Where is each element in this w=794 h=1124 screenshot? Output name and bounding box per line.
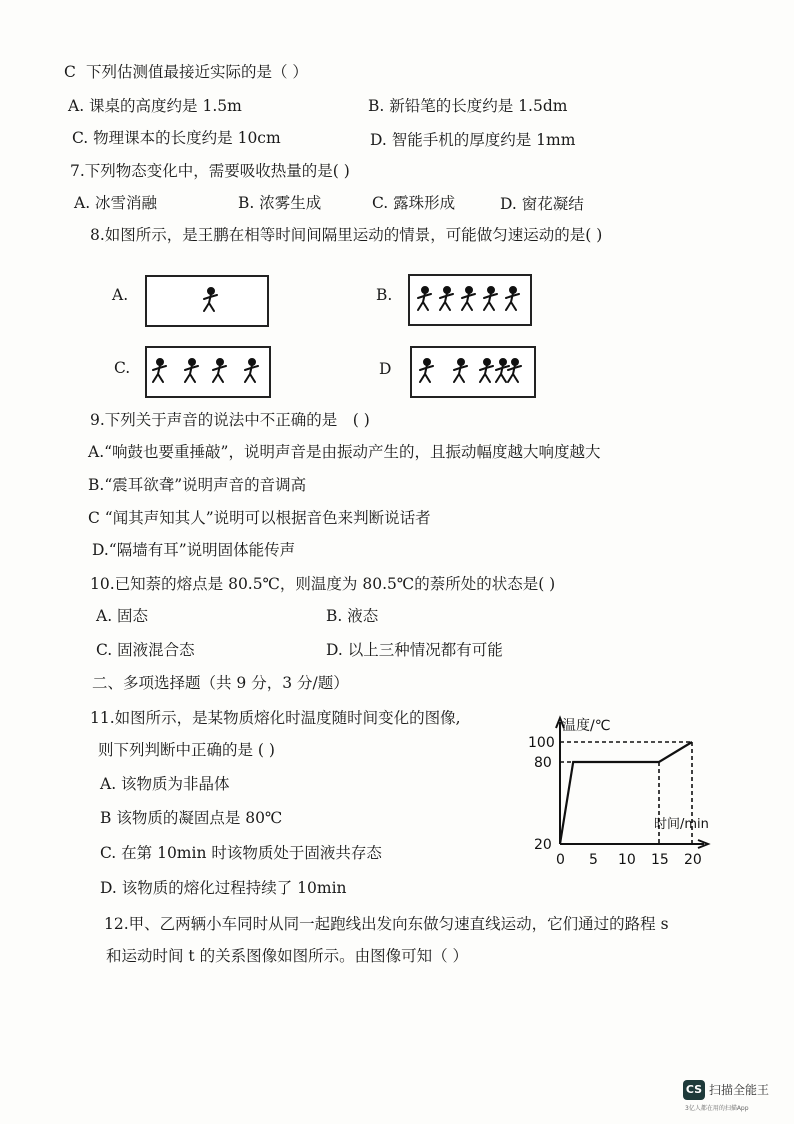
q8-stem: 8.如图所示，是王鹏在相等时间间隔里运动的情景，可能做匀速运动的是( ) <box>90 226 603 244</box>
cs-badge-icon: CS <box>683 1080 705 1100</box>
q8-label-b: B. <box>376 286 393 304</box>
y-axis-label: 温度/℃ <box>562 718 611 734</box>
q12-stem-line2: 和运动时间 t 的关系图像如图所示。由图像可知（ ） <box>106 947 469 965</box>
q8-figure-d <box>410 346 536 398</box>
runner-row-icon <box>410 276 530 324</box>
q7-option-a: A. 冰雪消融 <box>74 194 158 212</box>
x-axis-label: 时间/min <box>654 817 709 832</box>
q9-option-b: B.“震耳欲聋”说明声音的音调高 <box>88 476 307 494</box>
scanner-app-tagline: 3亿人都在用的扫描App <box>685 1105 749 1112</box>
q8-figure-c <box>145 346 271 398</box>
q10-option-c: C. 固液混合态 <box>96 641 195 659</box>
runner-row-icon <box>412 348 534 396</box>
q8-figure-a <box>145 275 269 327</box>
q10-option-a: A. 固态 <box>96 607 149 625</box>
x-tick-label: 15 <box>651 852 669 868</box>
scanner-app-logo <box>683 1080 793 1120</box>
x-tick-label: 10 <box>618 852 636 868</box>
q11-option-a: A. 该物质为非晶体 <box>100 775 230 793</box>
q9-option-a: A.“响鼓也要重捶敲”，说明声音是由振动产生的，且振动幅度越大响度越大 <box>88 443 601 461</box>
q6-option-a: A. 课桌的高度约是 1.5m <box>68 97 242 115</box>
q10-option-b: B. 液态 <box>326 607 379 625</box>
section-2-heading: 二、多项选择题（共 9 分，3 分/题） <box>92 674 349 692</box>
q11-stem-line1: 11.如图所示，是某物质熔化时温度随时间变化的图像, <box>90 709 461 727</box>
temperature-time-graph <box>528 712 718 870</box>
y-tick-label: 20 <box>534 837 552 853</box>
q9-stem: 9.下列关于声音的说法中不正确的是 ( ) <box>90 411 370 429</box>
x-tick-label: 5 <box>589 852 598 868</box>
q8-label-d: D <box>379 360 392 378</box>
q10-stem: 10.已知萘的熔点是 80.5℃，则温度为 80.5℃的萘所处的状态是( ) <box>90 575 556 593</box>
q11-stem-line2: 则下列判断中正确的是 ( ) <box>98 741 275 759</box>
q9-option-c: C “闻其声知其人”说明可以根据音色来判断说话者 <box>88 509 431 527</box>
q7-option-c: C. 露珠形成 <box>372 194 456 212</box>
q11-option-c: C. 在第 10min 时该物质处于固液共存态 <box>100 844 382 862</box>
q6-option-d: D. 智能手机的厚度约是 1mm <box>370 131 576 149</box>
runner-row-icon <box>147 348 269 396</box>
runner-icon <box>147 277 267 325</box>
x-tick-label: 0 <box>556 852 565 868</box>
q6-stem: 下列估测值最接近实际的是（ ） <box>86 63 308 81</box>
q11-option-b: B 该物质的凝固点是 80℃ <box>100 809 283 827</box>
q12-stem-line1: 12.甲、乙两辆小车同时从同一起跑线出发向东做匀速直线运动，它们通过的路程 s <box>104 915 669 933</box>
q10-option-d: D. 以上三种情况都有可能 <box>326 641 503 659</box>
q7-option-b: B. 浓雾生成 <box>238 194 322 212</box>
scanner-app-name: 扫描全能王 <box>709 1083 770 1097</box>
q7-option-d: D. 窗花凝结 <box>500 195 584 213</box>
q6-option-c: C. 物理课本的长度约是 10cm <box>72 129 281 147</box>
x-tick-label: 20 <box>684 852 702 868</box>
q7-stem: 7.下列物态变化中，需要吸收热量的是( ) <box>70 162 350 180</box>
y-tick-label: 100 <box>528 735 555 751</box>
q6-number: C <box>64 63 76 81</box>
q8-figure-b <box>408 274 532 326</box>
y-tick-label: 80 <box>534 755 552 771</box>
q8-label-c: C. <box>114 359 131 377</box>
q6-option-b: B. 新铅笔的长度约是 1.5dm <box>368 97 568 115</box>
q11-option-d: D. 该物质的熔化过程持续了 10min <box>100 879 347 897</box>
q8-label-a: A. <box>112 286 129 304</box>
q9-option-d: D.“隔墙有耳”说明固体能传声 <box>92 541 296 559</box>
